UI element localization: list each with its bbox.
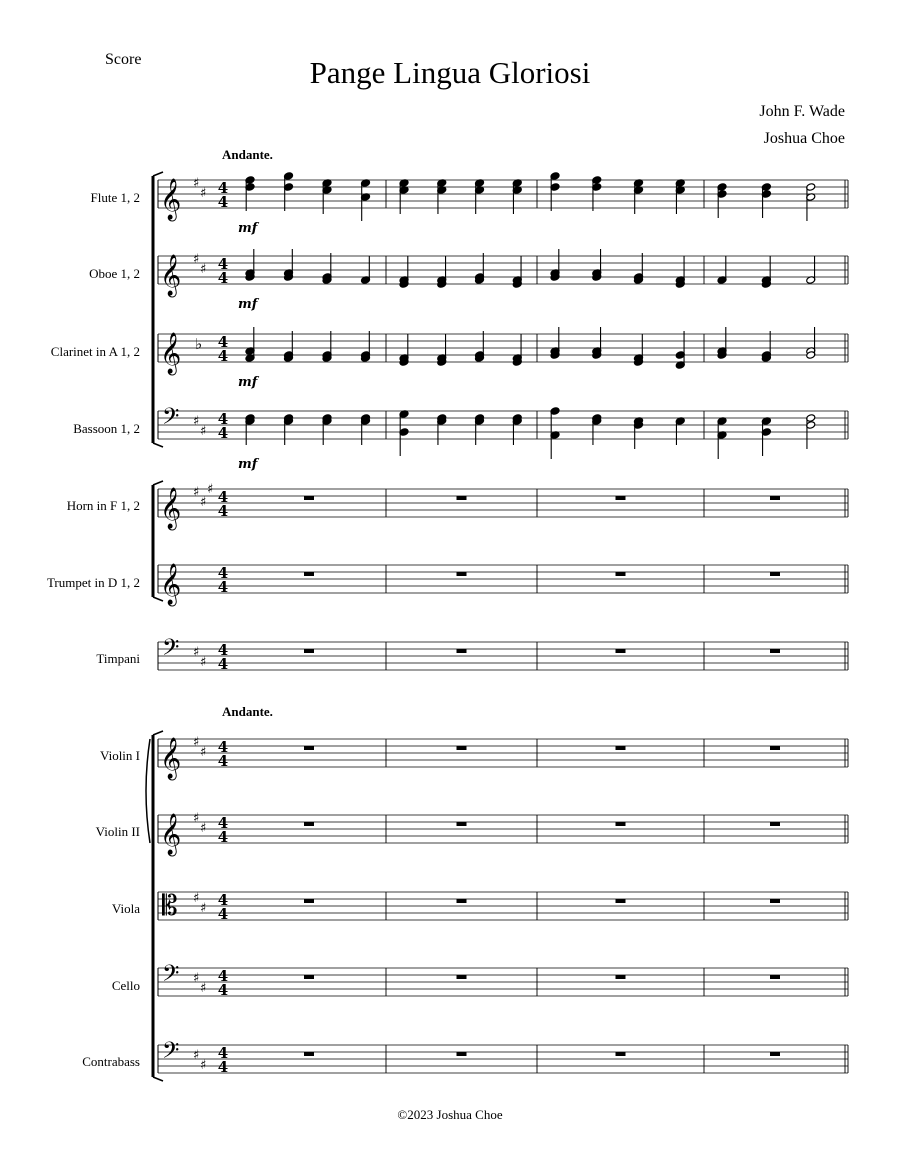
instrument-label-flute: Flute 1, 2 [90,190,140,205]
instrument-label-clarinet: Clarinet in A 1, 2 [50,344,140,359]
whole-rest-icon [457,899,467,903]
dynamic-marking-mf: mf [238,457,258,472]
woodwind-bracket-top-hook [153,172,163,176]
whole-rest-icon [616,899,626,903]
sharp-icon: ♯ [207,482,214,497]
sharp-icon: ♯ [193,891,200,906]
tempo-marking-winds: Andante. [222,147,273,162]
whole-rest-icon [304,496,314,500]
instrument-label-violin-1: Violin I [99,748,140,763]
whole-rest-icon [616,822,626,826]
whole-rest-icon [304,975,314,979]
violin-brace-icon [146,739,150,843]
whole-rest-icon [616,496,626,500]
whole-rest-icon [616,572,626,576]
treble-clef-icon: 𝄞 [160,179,182,220]
whole-rest-icon [770,975,780,979]
time-signature-top: 4 [217,333,229,351]
time-signature-top: 4 [217,814,229,832]
time-signature-bottom: 4 [217,424,229,442]
whole-rest-icon [770,649,780,653]
sharp-icon: ♯ [200,745,207,760]
time-signature-top: 4 [217,255,229,273]
instrument-label-bassoon: Bassoon 1, 2 [73,421,140,436]
time-signature-top: 4 [217,641,229,659]
dynamic-marking-mf: mf [238,221,258,236]
whole-rest-icon [304,822,314,826]
instrument-label-viola: Viola [111,901,140,916]
whole-rest-icon [616,649,626,653]
time-signature-top: 4 [217,179,229,197]
sharp-icon: ♯ [200,981,207,996]
brass-bracket-top-hook [153,481,163,485]
whole-rest-icon [457,496,467,500]
sharp-icon: ♯ [193,811,200,826]
whole-rest-icon [457,746,467,750]
arranger-credit: Joshua Choe [763,130,845,147]
sharp-icon: ♯ [193,645,200,660]
sharp-icon: ♯ [200,495,207,510]
time-signature-bottom: 4 [217,578,229,596]
time-signature-top: 4 [217,967,229,985]
whole-rest-icon [457,649,467,653]
whole-rest-icon [304,899,314,903]
bass-clef-icon: 𝄢 [162,1038,180,1069]
copyright-footer: ©2023 Joshua Choe [397,1107,503,1122]
whole-rest-icon [457,572,467,576]
sharp-icon: ♯ [200,262,207,277]
whole-rest-icon [770,899,780,903]
tempo-marking-strings: Andante. [222,704,273,719]
whole-rest-icon [770,746,780,750]
whole-rest-icon [616,1052,626,1056]
whole-rest-icon [770,572,780,576]
treble-clef-icon: 𝄞 [160,738,182,779]
time-signature-bottom: 4 [217,981,229,999]
sharp-icon: ♯ [193,485,200,500]
time-signature-bottom: 4 [217,655,229,673]
time-signature-top: 4 [217,891,229,909]
whole-rest-icon [770,496,780,500]
treble-clef-icon: 𝄞 [160,488,182,529]
score-label: Score [105,51,142,68]
sharp-icon: ♯ [200,901,207,916]
whole-rest-icon [304,746,314,750]
instrument-label-horn: Horn in F 1, 2 [66,498,140,513]
whole-rest-icon [770,1052,780,1056]
treble-clef-icon: 𝄞 [160,564,182,605]
whole-rest-icon [457,975,467,979]
instrument-label-cello: Cello [111,978,140,993]
sharp-icon: ♯ [193,176,200,191]
time-signature-bottom: 4 [217,269,229,287]
whole-rest-icon [616,746,626,750]
page-title: Pange Lingua Gloriosi [309,55,591,90]
time-signature-bottom: 4 [217,752,229,770]
time-signature-top: 4 [217,564,229,582]
sharp-icon: ♯ [200,424,207,439]
sharp-icon: ♯ [200,186,207,201]
whole-rest-icon [304,1052,314,1056]
whole-rest-icon [770,822,780,826]
time-signature-top: 4 [217,1044,229,1062]
instrument-label-oboe: Oboe 1, 2 [89,266,140,281]
whole-rest-icon [457,822,467,826]
treble-clef-icon: 𝄞 [160,814,182,855]
instrument-label-contrabass: Contrabass [82,1054,140,1069]
time-signature-bottom: 4 [217,193,229,211]
time-signature-top: 4 [217,738,229,756]
whole-rest-icon [616,975,626,979]
time-signature-bottom: 4 [217,1058,229,1076]
sharp-icon: ♯ [193,971,200,986]
time-signature-bottom: 4 [217,347,229,365]
sharp-icon: ♯ [193,414,200,429]
instrument-label-trumpet: Trumpet in D 1, 2 [46,575,140,590]
woodwind-bracket-bottom-hook [153,443,163,447]
sharp-icon: ♯ [200,1058,207,1073]
time-signature-top: 4 [217,488,229,506]
sharp-icon: ♯ [200,655,207,670]
dynamic-marking-mf: mf [238,375,258,390]
sharp-icon: ♯ [193,735,200,750]
composer-credit: John F. Wade [759,103,845,120]
whole-rest-icon [304,649,314,653]
instrument-label-timpani: Timpani [96,651,140,666]
sharp-icon: ♯ [193,1048,200,1063]
whole-rest-icon [457,1052,467,1056]
bass-clef-icon: 𝄢 [162,635,180,666]
alto-clef-icon: 𝄡 [162,889,178,922]
sharp-icon: ♯ [193,252,200,267]
time-signature-bottom: 4 [217,905,229,923]
time-signature-top: 4 [217,410,229,428]
sharp-icon: ♯ [200,821,207,836]
whole-rest-icon [304,572,314,576]
treble-clef-icon: 𝄞 [160,333,182,374]
dynamic-marking-mf: mf [238,297,258,312]
strings-bracket-top-hook [153,731,163,735]
treble-clef-icon: 𝄞 [160,255,182,296]
instrument-label-violin-2: Violin II [95,824,140,839]
strings-bracket-bottom-hook [153,1077,163,1081]
bass-clef-icon: 𝄢 [162,961,180,992]
time-signature-bottom: 4 [217,502,229,520]
bass-clef-icon: 𝄢 [162,404,180,435]
time-signature-bottom: 4 [217,828,229,846]
flat-icon: ♭ [195,335,203,353]
